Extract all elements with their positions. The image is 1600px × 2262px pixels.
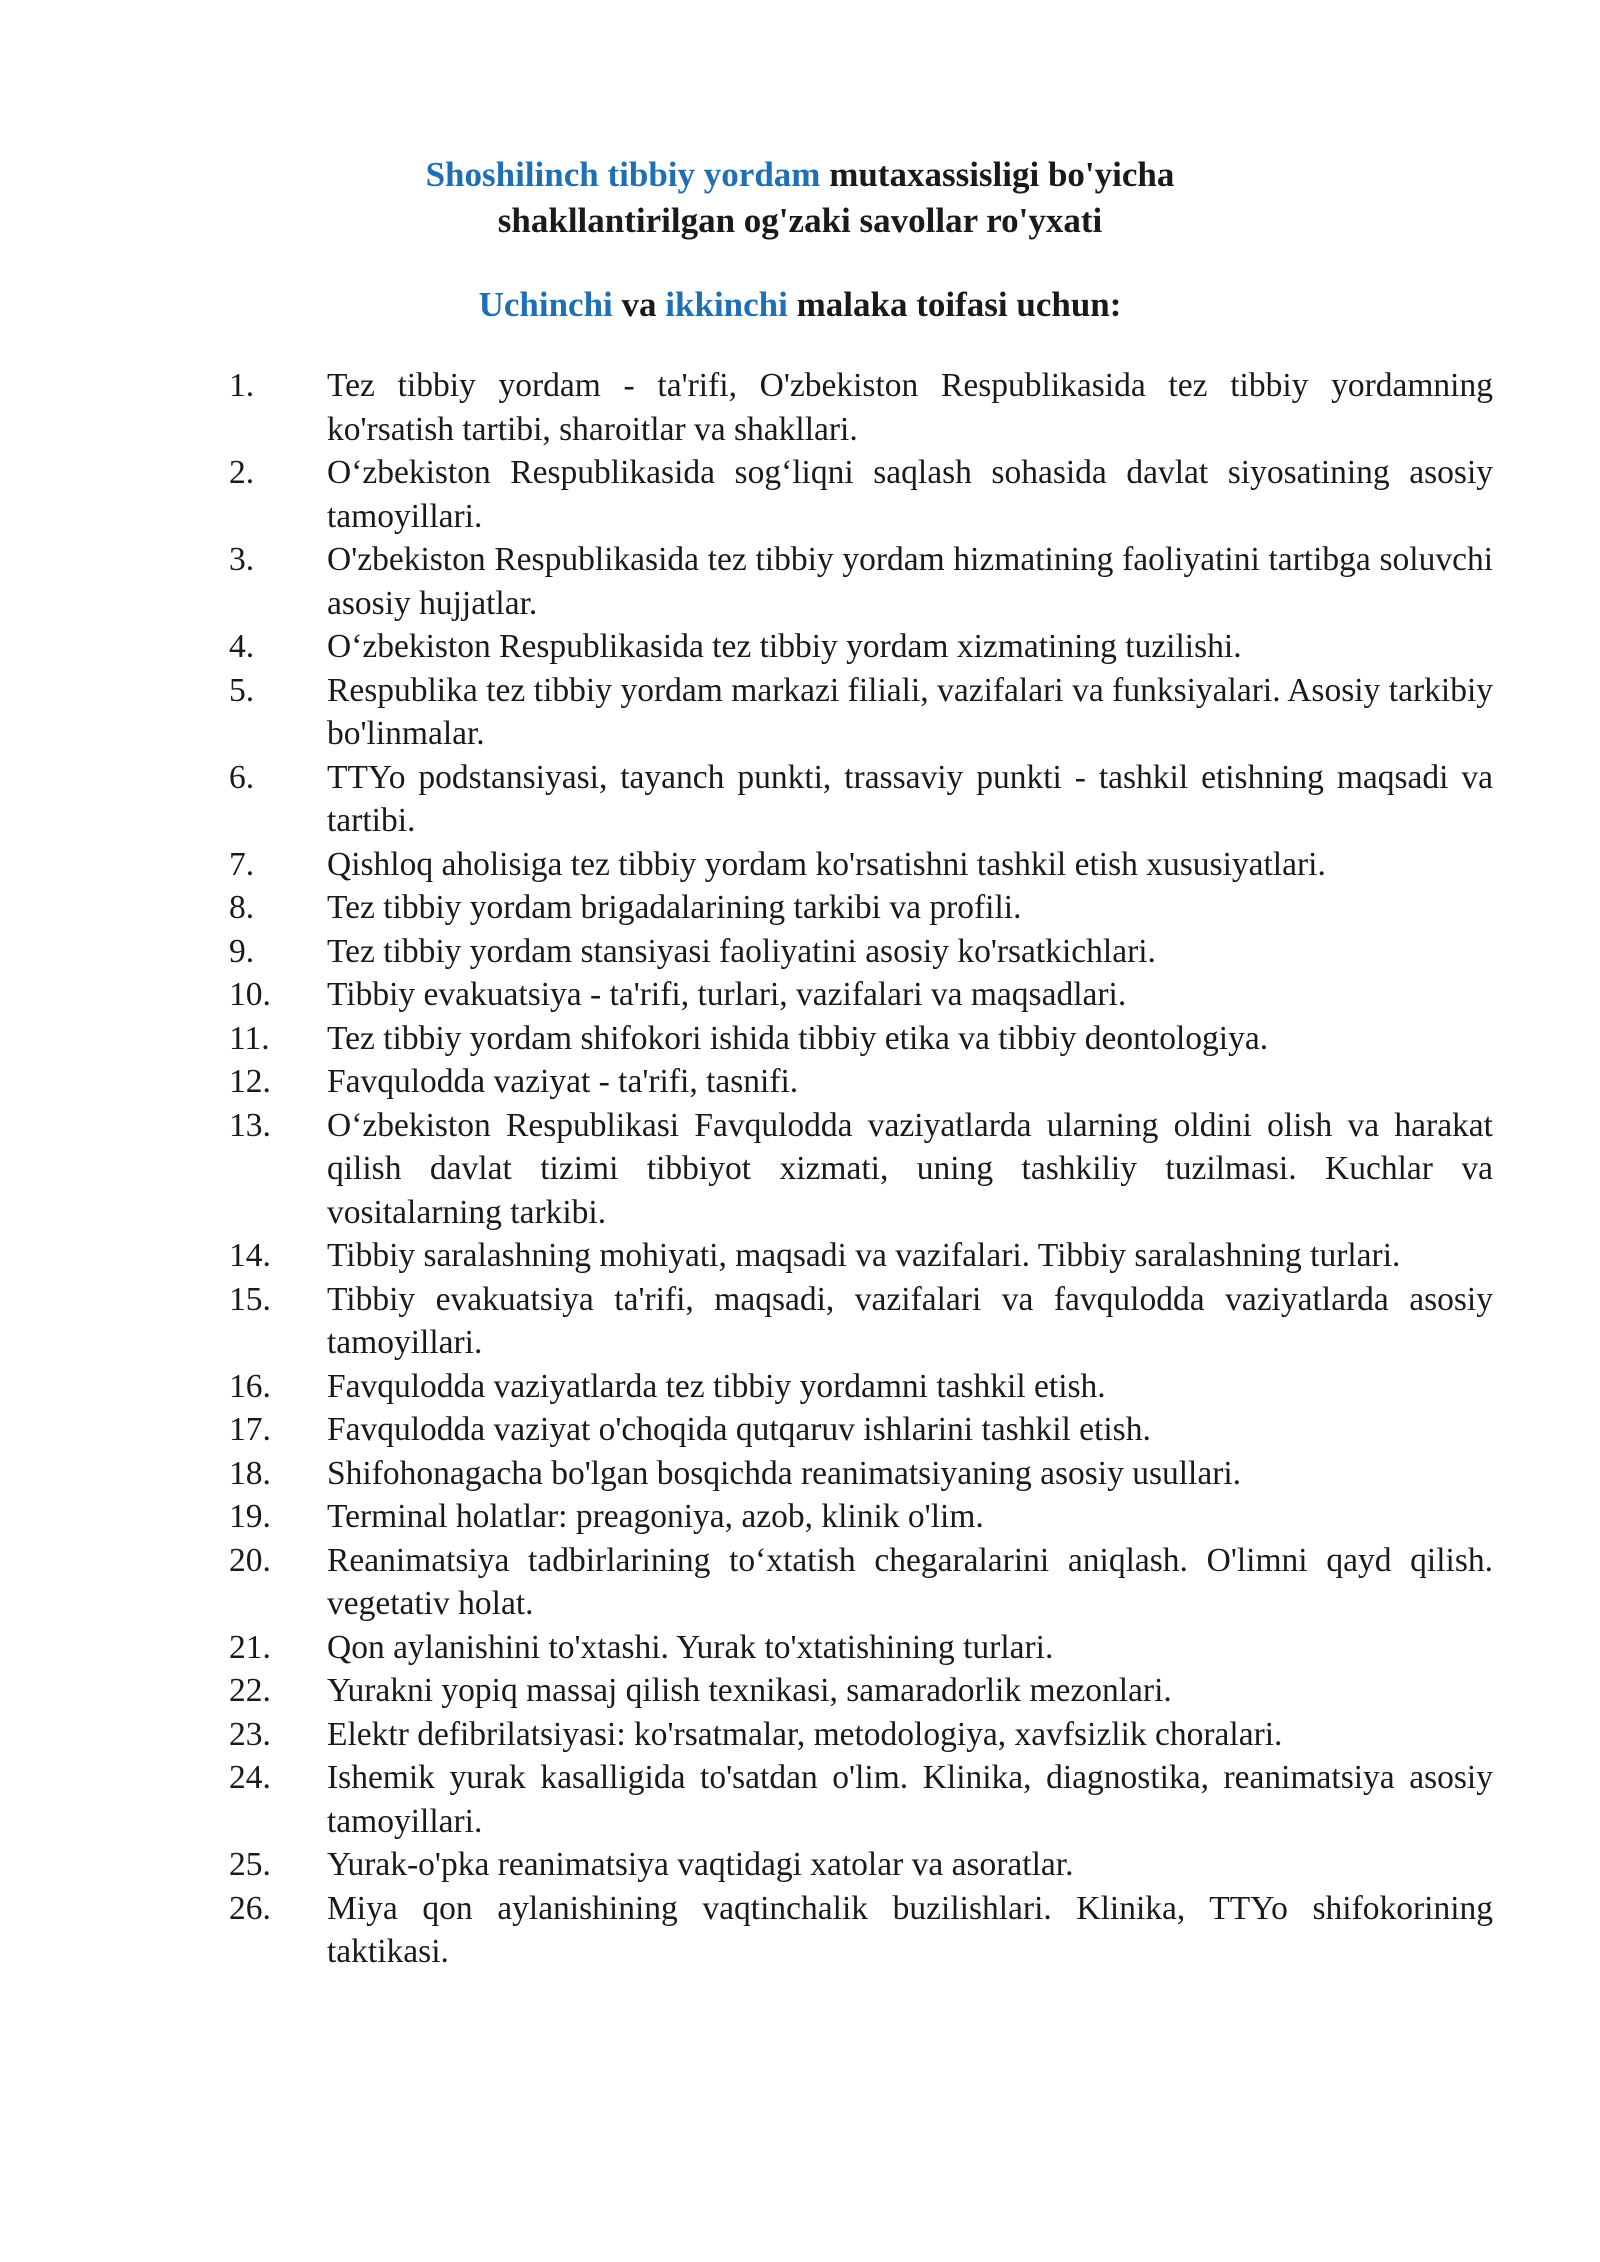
subtitle-part-2: va — [612, 285, 666, 324]
list-item — [0, 1408, 1600, 1452]
list-item-number: 26. — [229, 1889, 271, 1927]
list-item-text: Yurak-o'pka reanimatsiya vaqtidagi xatolar va asoratlar. — [327, 1846, 1074, 1883]
list-item-number: 17. — [229, 1411, 271, 1448]
list-item-number: 4. — [229, 628, 255, 665]
list-item — [0, 364, 1600, 451]
list-item — [0, 1843, 1600, 1887]
list-item-text: Miya qon aylanishining vaqtinchalik buzilishlari. Klinika, TTYo shifokorining taktikasi. — [327, 1889, 1493, 1970]
list-item-text: Qishloq aholisiga tez tibbiy yordam ko'rsatishni tashkil etish xususiyatlari. — [327, 845, 1326, 883]
list-item-number: 2. — [229, 454, 255, 491]
list-item — [0, 1452, 1600, 1496]
list-item-number: 3. — [229, 541, 255, 578]
list-item-text: Elektr defibrilatsiyasi: ko'rsatmalar, metodologiya, xavfsizlik choralari. — [327, 1715, 1283, 1753]
list-item — [0, 669, 1600, 756]
list-item — [0, 1104, 1600, 1235]
list-item-number: 21. — [229, 1628, 271, 1666]
list-item-number: 6. — [229, 758, 255, 796]
list-item-number: 11. — [229, 1019, 270, 1057]
list-item — [0, 538, 1600, 625]
list-item-number: 9. — [229, 932, 255, 970]
question-list — [0, 364, 1600, 1974]
list-item-text: Favqulodda vaziyatlarda tez tibbiy yordamni tashkil etish. — [327, 1367, 1106, 1405]
list-item-text: Tez tibbiy yordam brigadalarining tarkibi va profili. — [327, 889, 1022, 926]
document-subtitle — [0, 282, 1600, 328]
list-item — [0, 1626, 1600, 1670]
list-item — [0, 930, 1600, 974]
list-item-number: 19. — [229, 1498, 271, 1535]
list-item — [0, 843, 1600, 887]
list-item-text: Shifohonagacha bo'lgan bosqichda reanimatsiyaning asosiy usullari. — [327, 1454, 1242, 1492]
list-item — [0, 1669, 1600, 1713]
list-item-text: Tibbiy evakuatsiya ta'rifi, maqsadi, vazifalari va favqulodda vaziyatlarda asosiy tamoyillari. — [327, 1280, 1493, 1361]
list-item-text: Favqulodda vaziyat o'choqida qutqaruv ishlarini tashkil etish. — [327, 1411, 1151, 1448]
list-item — [0, 1365, 1600, 1409]
list-item-number: 8. — [229, 889, 255, 926]
list-item — [0, 756, 1600, 843]
list-item — [0, 1713, 1600, 1757]
list-item-text: O'zbekiston Respublikasida tez tibbiy yordam hizmatining faoliyatini tartibga soluvchi asosiy hujjatlar. — [327, 541, 1493, 622]
list-item — [0, 973, 1600, 1017]
list-item-text: TTYo podstansiyasi, tayanch punkti, trassaviy punkti - tashkil etishning maqsadi va tartibi. — [327, 758, 1493, 839]
list-item-number: 15. — [229, 1280, 271, 1318]
list-item-number: 18. — [229, 1454, 271, 1492]
subtitle-accent-1: Uchinchi — [478, 285, 613, 324]
list-item — [0, 451, 1600, 538]
title-line2: shakllantirilgan og'zaki savollar ro'yxati — [497, 201, 1103, 240]
list-item-text: Qon aylanishini to'xtashi. Yurak to'xtatishining turlari. — [327, 1628, 1054, 1666]
list-item — [0, 1539, 1600, 1626]
list-item-text: Ishemik yurak kasalligida to'satdan o'lim. Klinika, diagnostika, reanimatsiya asosiy tamoyillari. — [327, 1759, 1493, 1840]
list-item — [0, 625, 1600, 669]
list-item-text: Favqulodda vaziyat - ta'rifi, tasnifi. — [327, 1063, 799, 1100]
list-item — [0, 1278, 1600, 1365]
list-item-text: O‘zbekiston Respublikasida tez tibbiy yordam xizmatining tuzilishi. — [327, 628, 1242, 665]
list-item-text: Tibbiy evakuatsiya - ta'rifi, turlari, vazifalari va maqsadlari. — [327, 976, 1127, 1013]
list-item-number: 5. — [229, 671, 255, 709]
list-item-text: Yurakni yopiq massaj qilish texnikasi, samaradorlik mezonlari. — [327, 1672, 1172, 1709]
list-item-number: 10. — [229, 976, 271, 1013]
list-item-text: Terminal holatlar: preagoniya, azob, klinik o'lim. — [327, 1498, 984, 1535]
list-item-number: 20. — [229, 1541, 271, 1579]
subtitle-accent-2: ikkinchi — [665, 285, 788, 324]
list-item-text: O‘zbekiston Respublikasi Favqulodda vaziyatlarda ularning oldini olish va harakat qilish davlat tizimi tibbiyot xizmati, uning tashkiliy tuzilmasi. Kuchlar va vositalarning tarkibi. — [327, 1106, 1493, 1231]
list-item-number: 22. — [229, 1672, 271, 1709]
list-item — [0, 1887, 1600, 1974]
subtitle-part-4: malaka toifasi uchun: — [787, 285, 1122, 324]
list-item-text: Tez tibbiy yordam shifokori ishida tibbiy etika va tibbiy deontologiya. — [327, 1019, 1269, 1057]
list-item — [0, 1060, 1600, 1104]
document-title — [0, 152, 1600, 244]
list-item-text: Tez tibbiy yordam - ta'rifi, O'zbekiston Respublikasida tez tibbiy yordamning ko'rsatish tartibi, sharoitlar va shakllari. — [327, 367, 1493, 448]
list-item-number: 24. — [229, 1759, 271, 1796]
title-line1-rest: mutaxassisligi bo'yicha — [820, 155, 1175, 194]
list-item — [0, 1495, 1600, 1539]
list-item-text: Tibbiy saralashning mohiyati, maqsadi va vazifalari. Tibbiy saralashning turlari. — [327, 1237, 1401, 1274]
list-item-text: O‘zbekiston Respublikasida sog‘liqni saqlash sohasida davlat siyosatining asosiy tamoyillari. — [327, 454, 1493, 535]
list-item-number: 13. — [229, 1106, 271, 1144]
list-item — [0, 886, 1600, 930]
list-item-text: Tez tibbiy yordam stansiyasi faoliyatini asosiy ko'rsatkichlari. — [327, 932, 1156, 970]
title-accent: Shoshilinch tibbiy yordam — [425, 155, 821, 194]
list-item-text: Reanimatsiya tadbirlarining to‘xtatish chegaralarini aniqlash. O'limni qayd qilish. vegetativ holat. — [327, 1541, 1493, 1622]
list-item — [0, 1756, 1600, 1843]
list-item — [0, 1017, 1600, 1061]
list-item-number: 25. — [229, 1846, 271, 1883]
list-item-number: 7. — [229, 845, 255, 883]
list-item-number: 1. — [229, 367, 255, 404]
list-item-number: 12. — [229, 1063, 271, 1100]
list-item-number: 23. — [229, 1715, 271, 1753]
list-item-text: Respublika tez tibbiy yordam markazi filiali, vazifalari va funksiyalari. Asosiy tarkibiy bo'linmalar. — [327, 671, 1493, 752]
list-item-number: 16. — [229, 1367, 271, 1405]
list-item-number: 14. — [229, 1237, 271, 1274]
list-item — [0, 1234, 1600, 1278]
